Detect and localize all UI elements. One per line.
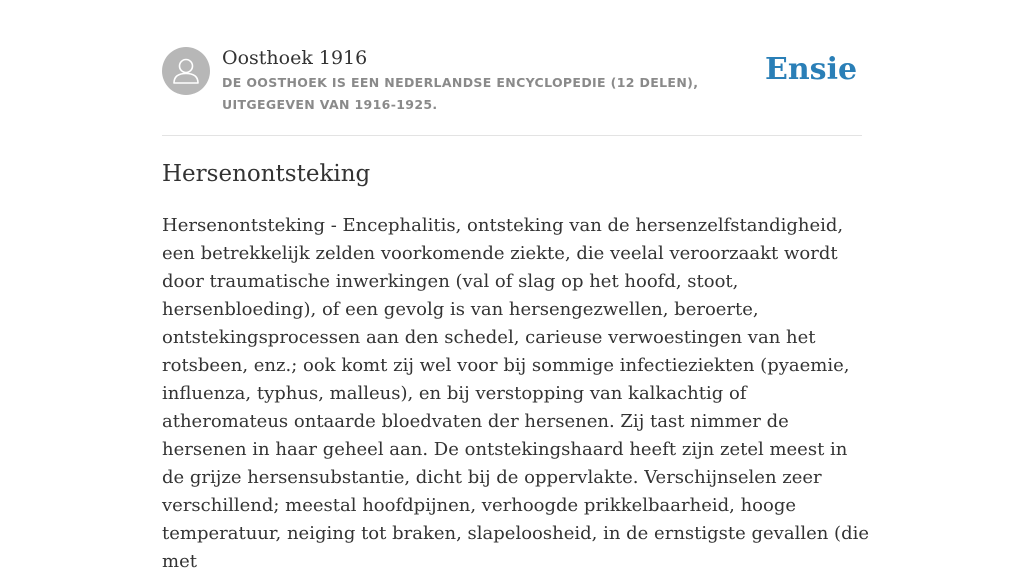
source-avatar[interactable] xyxy=(162,47,210,95)
source-description: DE OOSTHOEK IS EEN NEDERLANDSE ENCYCLOPEDIE (12 DELEN), UITGEGEVEN VAN 1916-1925. xyxy=(222,75,699,112)
source-title[interactable]: Oosthoek 1916 xyxy=(222,47,368,69)
user-silhouette-icon xyxy=(162,47,210,95)
article-title: Hersenontsteking xyxy=(162,161,371,187)
ensie-logo[interactable]: Ensie xyxy=(765,52,858,87)
article-body: Hersenontsteking - Encephalitis, ontsteking van de hersenzelfstandigheid, een betrekkelijk zelden voorkomende ziekte, die veelal veroorzaakt wordt door traumatische inwerkingen (val of slag op het hoofd, stoot, hersenbloeding), of een gevolg is van hersengezwellen, beroerte, ontstekingsprocessen aan den schedel, carieuse verwoestingen van het rotsbeen, enz.; ook komt zij wel voor bij sommige infectieziekten (pyaemie, influenza, typhus, malleus), en bij verstopping van kalkachtig of atheromateus ontaarde bloedvaten der hersenen. Zij tast nimmer de hersenen in haar geheel aan. De ontstekingshaard heeft zijn zetel meest in de grijze hersensubstantie, dicht bij de oppervlakte. Verschijnselen zeer verschillend; meestal hoofdpijnen, verhoogde prikkelbaarheid, hooge temperatuur, neiging tot braken, slapeloosheid, in de ernstigste gevallen (die met xyxy=(162,215,870,572)
source-header xyxy=(162,46,862,136)
